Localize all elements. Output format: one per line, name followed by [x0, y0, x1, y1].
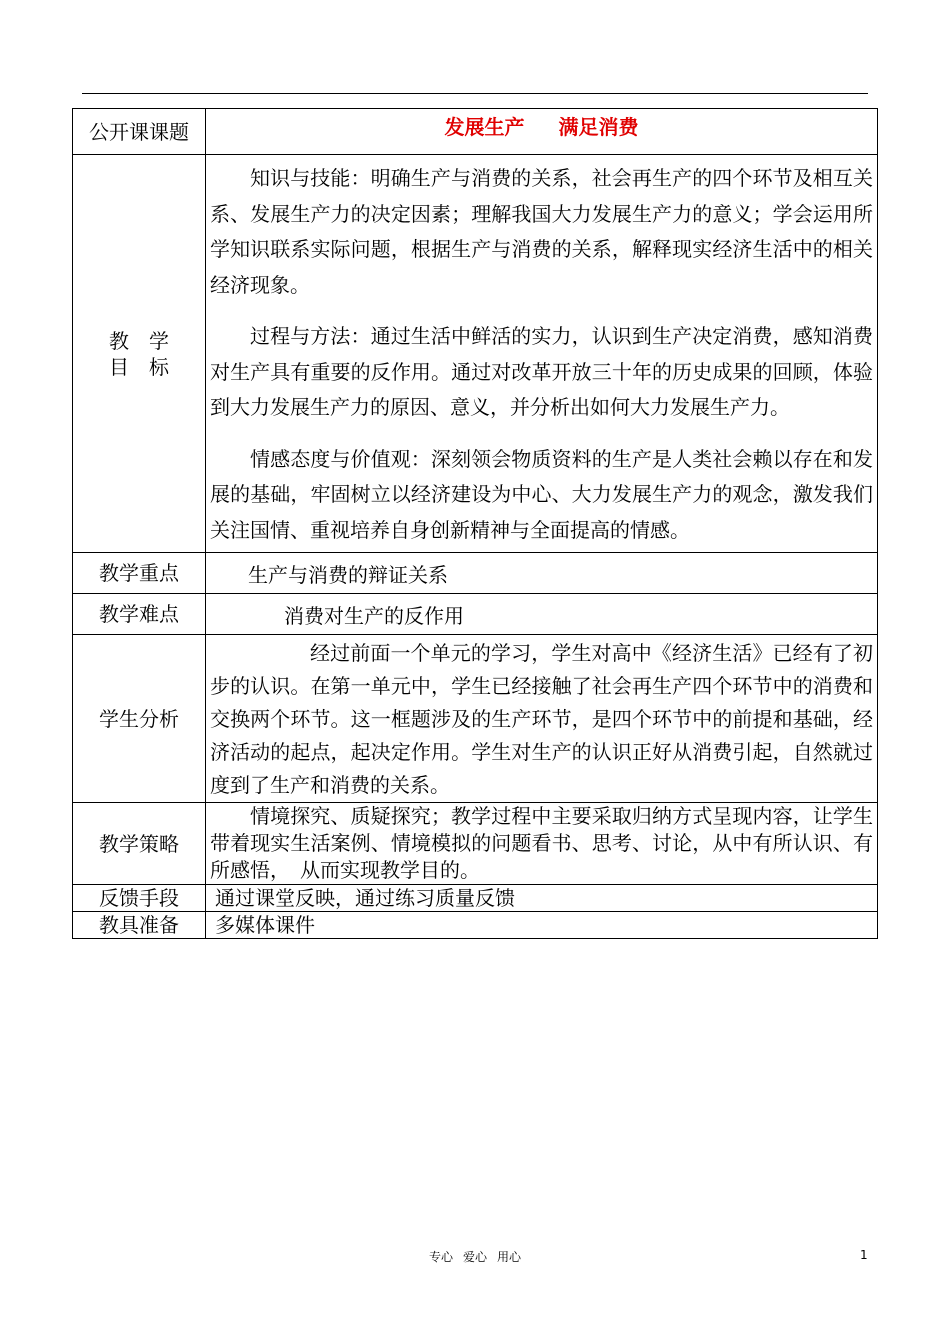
tools-row — [73, 912, 878, 939]
objectives-label — [73, 155, 206, 553]
student-analysis-value: 经过前面一个单元的学习，学生对高中《经济生活》已经有了初步的认识。在第一单元中，学生已经接触了社会再生产四个环节中的消费和交换两个环节。这一框题涉及的生产环节，是四个环节中的前提和基础，经济活动的起点，起决定作用。学生对生产的认识正好从消费引起，自然就过度到了生产和消费的关系。 — [210, 641, 873, 797]
key-point-cell — [206, 553, 878, 594]
objectives-content — [206, 155, 878, 553]
objective-emotion: 情感态度与价值观：深刻领会物质资料的生产是人类社会赖以存在和发展的基础，牢固树立以经济建设为中心、大力发展生产力的观念，激发我们关注国情、重视培养自身创新精神与全面提高的情感。 — [210, 446, 873, 542]
difficulty-row — [73, 594, 878, 635]
objectives-label-line1: 教 学 — [109, 328, 169, 353]
lesson-title — [206, 109, 878, 155]
footer-slogan-2: 爱心 — [462, 1250, 487, 1264]
key-point-row — [73, 553, 878, 594]
tools-value: 多媒体课件 — [206, 912, 878, 939]
difficulty-value: 消费对生产的反作用 — [284, 603, 464, 628]
key-point-label: 教学重点 — [73, 553, 206, 594]
objectives-row — [73, 155, 878, 553]
tools-label: 教具准备 — [73, 912, 206, 939]
student-analysis-label: 学生分析 — [73, 635, 206, 803]
student-analysis-row — [73, 635, 878, 803]
topic-row — [73, 109, 878, 155]
strategy-cell — [206, 803, 878, 885]
lesson-title-part1: 发展生产 — [444, 115, 525, 139]
page-number: 1 — [860, 1248, 868, 1262]
header-rule — [82, 93, 868, 94]
difficulty-cell — [206, 594, 878, 635]
key-point-value: 生产与消费的辩证关系 — [248, 562, 448, 587]
feedback-value: 通过课堂反映，通过练习质量反馈 — [206, 885, 878, 912]
feedback-label: 反馈手段 — [73, 885, 206, 912]
footer-slogan-3: 用心 — [497, 1250, 522, 1264]
strategy-label: 教学策略 — [73, 803, 206, 885]
difficulty-label: 教学难点 — [73, 594, 206, 635]
objective-process: 过程与方法：通过生活中鲜活的实力，认识到生产决定消费，感知消费对生产具有重要的反作用。通过对改革开放三十年的历史成果的回顾，体验到大力发展生产力的原因、意义，并分析出如何大力发展生产力。 — [210, 324, 873, 419]
footer-slogan — [0, 1248, 950, 1265]
strategy-value: 情境探究、质疑探究；教学过程中主要采取归纳方式呈现内容，让学生带着现实生活案例、情境模拟的问题看书、思考、讨论，从中有所认识、有所感悟， 从而实现教学目的。 — [210, 804, 873, 882]
objectives-label-line2: 目 标 — [109, 354, 169, 379]
topic-label: 公开课课题 — [73, 109, 206, 155]
student-analysis-cell — [206, 635, 878, 803]
objective-knowledge: 知识与技能：明确生产与消费的关系，社会再生产的四个环节及相互关系、发展生产力的决定因素；理解我国大力发展生产力的意义；学会运用所学知识联系实际问题，根据生产与消费的关系，解释现实经济生活中的相关经济现象。 — [210, 166, 873, 297]
strategy-row — [73, 803, 878, 885]
lesson-plan-table — [72, 108, 878, 939]
footer-slogan-1: 专心 — [428, 1250, 453, 1264]
lesson-title-part2: 满足消费 — [558, 115, 639, 139]
feedback-row — [73, 885, 878, 912]
